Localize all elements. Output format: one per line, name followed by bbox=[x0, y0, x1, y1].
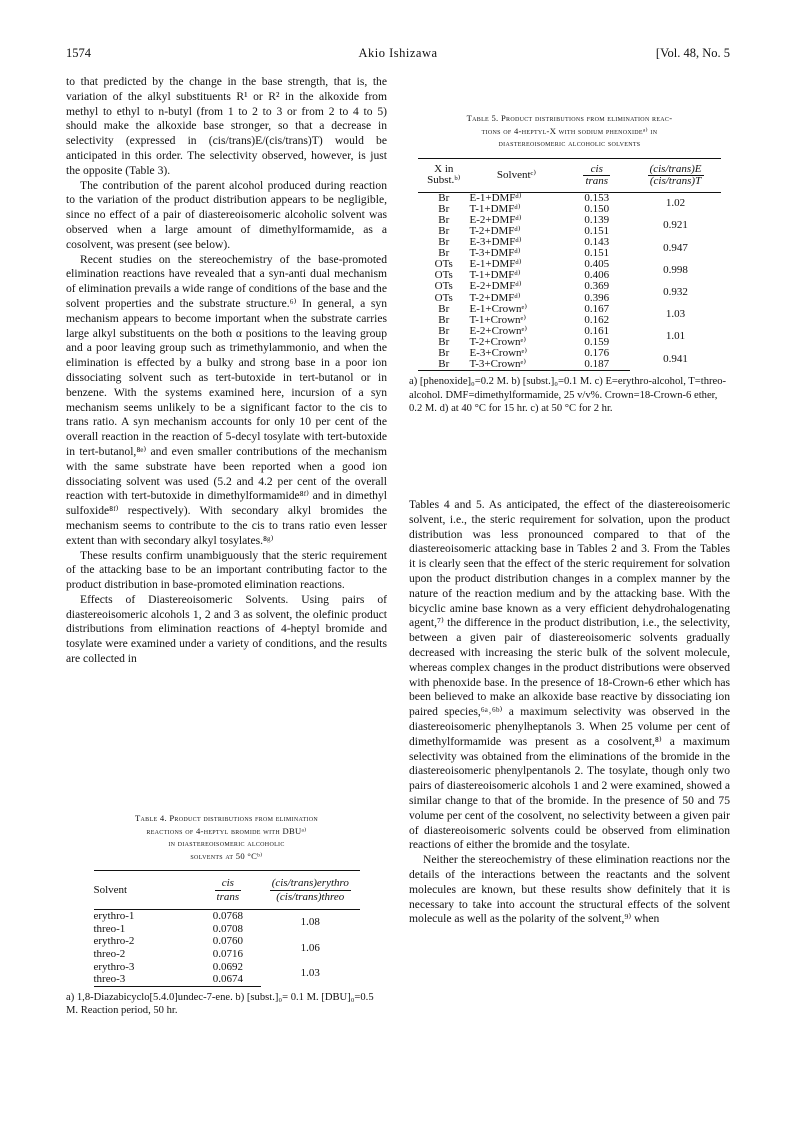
cell-ratio: 0.139 bbox=[584, 213, 610, 226]
table-4-body bbox=[94, 910, 360, 987]
cell-ratio: 0.396 bbox=[584, 291, 610, 304]
paragraph: The contribution of the parent alcohol produced during reaction to the variation of the product distribution appears to be negligible, since no effect of a pair of diastereoisomeric alcoholic solvent was observed when a large amount of dimethylformamide, as a cosolvent, was present (see below). bbox=[66, 178, 387, 251]
running-author: Akio Ishizawa bbox=[358, 46, 438, 60]
caption-line: in diastereoisomeric alcoholic bbox=[168, 838, 285, 848]
caption-line: Table 5. Product distributions from elimination reac- bbox=[466, 113, 673, 123]
col-header-trans: trans bbox=[216, 890, 240, 903]
paragraph: Neither the stereochemistry of these elimination reactions nor the details of the interactions between the reactants and the solvent molecules are known, but these results show definitely that it is necessary to take into account the structural effects of the solvent molecule as well as the polarity of the solvent,⁹⁾ when bbox=[409, 853, 730, 926]
cell-ratio: 0.150 bbox=[584, 202, 610, 215]
cell-x: Br bbox=[438, 335, 450, 348]
cell-ratio: 0.151 bbox=[584, 224, 610, 237]
cell-x: OTs bbox=[434, 280, 453, 293]
cell-x: Br bbox=[438, 202, 450, 215]
table-row bbox=[418, 259, 721, 270]
cell-ratio: 0.187 bbox=[563, 359, 630, 371]
table-5-footnote: a) [phenoxide]₀=0.2 M. b) [subst.]₀=0.1 M. c) E=erythro-alcohol, T=threo-alcohol. DMF=dimethylformamide, 25 v/v%. Crown=18-Crown-6 ether, 0.2 M. d) at 40 °C for 15 hr. c) at 50 °C for 2 hr. bbox=[409, 376, 727, 414]
cell-solvent: E-2+Crownᵉ⁾ bbox=[469, 324, 528, 337]
cell-ratio: 0.159 bbox=[584, 335, 610, 348]
cell-ratio: 0.151 bbox=[584, 247, 610, 260]
cell-selectivity: 1.02 bbox=[665, 197, 686, 210]
page-number: 1574 bbox=[66, 46, 91, 60]
paragraph: Recent studies on the stereochemistry of the base-promoted elimination reactions have revealed that a syn-anti dual mechanism of elimination prevails a wide range of conditions of the base and the solvent properties and the substrate structure.⁶⁾ In general, a syn mechanism appears to become important when the substrate carries large alkyl substituents on the both α positions to the leaving group and a poor leaving group such as trimethylammonio, and when the elimination is effected by a bulky and strong base in a poor ion dissociating solvent such as tert-butoxide in tert-butanol or in benzene. With the systems examined here, incursion of a syn mechanism seems unlikely to be a significant factor to the cis to trans ratio. A syn mechanism accounts for only 10 per cent of the overall reaction in the reaction of 5-decyl tosylate with tert-butoxide in tert-butanol,⁸ᵉ⁾ and even smaller contributions of the mechanism with the same substrate have been reported when a good ion dissociating solvent was used (5.2 and 4.2 per cent of the overall reaction with tert-butoxide in dimethylformamide⁸ᶠ⁾ and in dimethyl sulfoxide⁸ᶠ⁾ respectively). With secondary alkyl bromides the mechanism seems to contribute to the cis to trans ratio even lesser extent than with secondary alkyl tosylates.⁸ᵍ⁾ bbox=[66, 252, 387, 547]
cell-selectivity: 0.921 bbox=[663, 219, 688, 232]
cell-ratio: 0.176 bbox=[584, 347, 610, 359]
table-4-grid bbox=[94, 870, 360, 987]
cell-x: Br bbox=[438, 191, 450, 204]
cell-selectivity: 0.941 bbox=[663, 352, 688, 365]
cell-ratio: 0.162 bbox=[584, 313, 610, 326]
table-row bbox=[418, 281, 721, 292]
cell-ratio: 0.369 bbox=[584, 280, 610, 293]
cell-solvent: T-2+Crownᵉ⁾ bbox=[469, 335, 527, 348]
cell-x: Br bbox=[438, 324, 450, 337]
cell-x: Br bbox=[438, 213, 450, 226]
caption-line: diastereoisomeric alcoholic solvents bbox=[498, 138, 641, 148]
cell-solvent: E-2+DMFᵈ⁾ bbox=[469, 280, 522, 293]
table-row bbox=[418, 237, 721, 248]
col-header-solvent: Solventᶜ⁾ bbox=[470, 158, 564, 192]
cell-selectivity: 1.06 bbox=[300, 941, 320, 954]
cell-x: Br bbox=[438, 224, 450, 237]
cell-selectivity: 0.947 bbox=[663, 241, 688, 254]
col-header-x-line2: Subst.ᵇ⁾ bbox=[427, 174, 461, 187]
cell-x: OTs bbox=[434, 269, 453, 282]
cell-ratio: 0.0768 bbox=[212, 910, 243, 923]
cell-solvent: E-1+DMFᵈ⁾ bbox=[469, 191, 522, 204]
cell-x: Br bbox=[438, 347, 450, 359]
cell-solvent: erythro-2 bbox=[93, 935, 135, 948]
table-4 bbox=[66, 812, 387, 1018]
table-row bbox=[94, 935, 360, 948]
cell-ratio: 0.161 bbox=[584, 324, 610, 337]
cell-selectivity: 1.03 bbox=[665, 308, 686, 321]
cell-selectivity: 0.998 bbox=[663, 263, 688, 276]
caption-line: Table 4. Product distributions from elimination bbox=[135, 813, 318, 823]
cell-ratio: 0.167 bbox=[584, 302, 610, 315]
paragraph: These results confirm unambiguously that the steric requirement of the attacking base to be an important contributing factor to the product distribution in base-promoted elimination reactions. bbox=[66, 548, 387, 592]
cell-solvent: threo-2 bbox=[93, 947, 126, 960]
cell-x: OTs bbox=[434, 291, 453, 304]
caption-line: solvents at 50 °Cᵇ⁾ bbox=[190, 850, 263, 861]
cell-x: Br bbox=[438, 247, 450, 260]
table-row bbox=[418, 348, 721, 359]
col-header-ratio bbox=[563, 158, 630, 192]
cell-solvent: T-1+DMFᵈ⁾ bbox=[469, 269, 521, 282]
table-row bbox=[418, 215, 721, 226]
cell-solvent: threo-1 bbox=[93, 922, 126, 935]
cell-solvent: E-3+DMFᵈ⁾ bbox=[469, 236, 522, 249]
col-header-sel-num: (cis/trans)E bbox=[649, 162, 702, 175]
cell-solvent: T-3+Crownᵉ⁾ bbox=[470, 359, 564, 371]
cell-ratio: 0.0692 bbox=[212, 960, 243, 973]
cell-x: Br bbox=[418, 359, 470, 371]
col-header-ratio bbox=[195, 871, 262, 910]
right-column bbox=[409, 498, 730, 927]
paragraph: to that predicted by the change in the base strength, that is, the variation of the alkyl substituents R¹ or R² in the alkoxide from methyl to ethyl to n-butyl (from 1 to 2 to 3 or from 2 to 4 to 5) should make the alkoxide base stronger, so that a decrease in selectivity (expressed in (cis/trans)E/(cis/trans)T) would be anticipated in this order. The selectivity observed, however, is just the opposite (Table 3). bbox=[66, 75, 387, 177]
cell-solvent: T-3+DMFᵈ⁾ bbox=[469, 247, 521, 260]
left-column bbox=[66, 75, 387, 667]
col-header-cis: cis bbox=[583, 164, 610, 176]
caption-line: reactions of 4-heptyl bromide with DBUᵃ⁾ bbox=[146, 825, 307, 836]
table-4-caption bbox=[66, 812, 387, 862]
cell-x: Br bbox=[438, 313, 450, 326]
cell-selectivity: 0.932 bbox=[663, 285, 688, 298]
cell-solvent: T-2+DMFᵈ⁾ bbox=[469, 224, 521, 237]
cell-x: Br bbox=[438, 236, 450, 249]
cell-solvent: T-1+Crownᵉ⁾ bbox=[469, 313, 527, 326]
cell-solvent: E-3+Crownᵉ⁾ bbox=[469, 347, 528, 359]
cell-solvent: T-1+DMFᵈ⁾ bbox=[469, 202, 521, 215]
cell-solvent: threo-3 bbox=[94, 973, 195, 986]
table-header-row bbox=[94, 871, 360, 910]
table-4-footnote: a) 1,8-Diazabicyclo[5.4.0]undec-7-ene. b) [subst.]₀= 0.1 M. [DBU]₀=0.5 M. Reaction period, 50 hr. bbox=[66, 991, 374, 1017]
table-header-row bbox=[418, 158, 721, 192]
cell-selectivity: 1.01 bbox=[665, 330, 686, 343]
table-row bbox=[418, 192, 721, 204]
cell-solvent: E-1+DMFᵈ⁾ bbox=[469, 258, 522, 271]
cell-solvent: erythro-1 bbox=[93, 910, 135, 923]
cell-selectivity: 1.03 bbox=[300, 967, 320, 980]
col-header-solvent: Solvent bbox=[94, 871, 195, 910]
table-5-grid bbox=[418, 158, 721, 372]
col-header-selectivity bbox=[630, 158, 721, 192]
table-5 bbox=[409, 112, 730, 415]
cell-ratio: 0.0716 bbox=[212, 947, 243, 960]
table-row bbox=[94, 961, 360, 974]
col-header-x bbox=[418, 158, 470, 192]
col-header-cis: cis bbox=[215, 877, 242, 891]
cell-ratio: 0.405 bbox=[584, 258, 610, 271]
cell-selectivity: 1.08 bbox=[300, 916, 320, 929]
cell-x: Br bbox=[438, 302, 450, 315]
table-5-caption bbox=[409, 112, 730, 150]
col-header-sel-num: (cis/trans)erythro bbox=[271, 877, 349, 889]
table-row bbox=[94, 910, 360, 923]
running-header bbox=[66, 46, 730, 64]
cell-solvent: T-2+DMFᵈ⁾ bbox=[469, 291, 521, 304]
cell-ratio: 0.0674 bbox=[195, 973, 262, 986]
table-5-body bbox=[418, 192, 721, 371]
table-row bbox=[418, 304, 721, 315]
volume-issue: [Vol. 48, No. 5 bbox=[655, 46, 730, 60]
col-header-x-line1: X in bbox=[434, 163, 454, 175]
cell-solvent: erythro-3 bbox=[93, 960, 135, 973]
cell-ratio: 0.143 bbox=[584, 236, 610, 249]
table-row bbox=[418, 326, 721, 337]
col-header-sel-den: (cis/trans)threo bbox=[276, 890, 345, 903]
cell-x: OTs bbox=[434, 258, 453, 271]
col-header-selectivity bbox=[261, 871, 359, 910]
cell-ratio: 0.406 bbox=[584, 269, 610, 282]
paragraph: Tables 4 and 5. As anticipated, the effect of the diastereoisomeric solvent, i.e., the steric requirement for solvation, upon the product distribution was less pronounced compared to that of the diastereoisomeric attacking base in Tables 2 and 3. From the Tables it is clearly seen that the effect of the steric requirement for solvation upon the product distribution changes in a complex manner by the nature of the reaction medium and by the attacking base. With the bicyclic amine base known as a very efficient dehydrohalogenating agent,⁷⁾ the difference in the product distribution, i.e., the selectivity, between a given pair of diastereoisomeric solvents gradually decreased with increasing the steric bulk of the solvent molecule, whereas complex changes in the product distributions were observed with phenoxide base. In the presence of 18-Crown-6 ether which has been believed to make an alkoxide base reactive by dissociating ion paired species,⁶ᵃ˒⁶ᵇ⁾ a maximum selectivity was observed in the diastereoisomeric phenylheptanols 3. When 25 volume per cent of dimethylformamide was present as a cosolvent,⁸⁾ a maximum selectivity was obtained from the eliminations of the bromide in the diastereoisomeric phenylpentanols 2. The tosylate, though only two pairs of diastereoisomeric alcohols 1 and 2 were examined, showed a similar change to that of the bromide. In the presence of 50 and 75 volume per cent of the cosolvent, no selectivity between a given pair of diastereoisomeric solvents could be observed from elimination reactions of either the bromide and the tosylate. bbox=[409, 498, 730, 852]
cell-solvent: E-2+DMFᵈ⁾ bbox=[469, 213, 522, 226]
col-header-trans: trans bbox=[585, 174, 609, 187]
col-header-sel-den: (cis/trans)T bbox=[649, 174, 702, 187]
cell-ratio: 0.0708 bbox=[212, 922, 243, 935]
cell-ratio: 0.153 bbox=[584, 191, 610, 204]
cell-solvent: E-1+Crownᵉ⁾ bbox=[469, 302, 528, 315]
cell-ratio: 0.0760 bbox=[212, 935, 243, 948]
caption-line: tions of 4-heptyl-X with sodium phenoxideᵃ⁾ in bbox=[481, 125, 658, 136]
paragraph: Effects of Diastereoisomeric Solvents. Using pairs of diastereoisomeric alcohols 1, 2 and 3 as solvent, the olefinic product distributions from elimination reactions of 4-heptyl bromide and tosylate were examined under a variety of conditions, and the results are collected in bbox=[66, 592, 387, 666]
